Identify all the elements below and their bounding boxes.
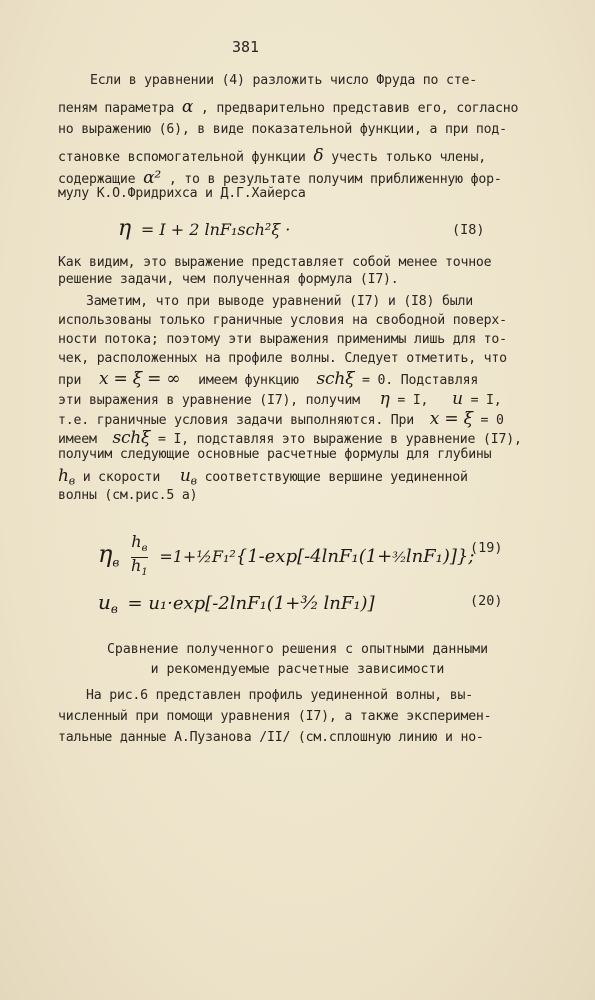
text-fragment: , предварительно представив его, согласно [200, 101, 519, 116]
text-fragment: содержащие [58, 172, 136, 187]
equation-number: (I8) [452, 222, 485, 238]
text-fragment: при [58, 373, 82, 388]
text-fragment: = I, подставляя это выражение в уравнение (I7), [157, 432, 522, 447]
handwritten-sch-xi: schξ [112, 428, 151, 448]
subscript-v: в [141, 543, 148, 555]
text-fragment: соответствующие вершине уединенной [204, 470, 468, 485]
equation-number: (19) [470, 540, 503, 556]
text-line: получим следующие основные расчетные формулы для глубины [58, 447, 492, 462]
subscript-v: в [190, 474, 197, 488]
equation-rhs: = u₁·exp[-2lnF₁(1+³⁄₂ lnF₁)] [127, 593, 375, 614]
u-symbol: u [98, 590, 111, 614]
text-line: мулу К.О.Фридрихса и Д.Г.Хайерса [58, 186, 306, 201]
text-fragment: учесть только члены, [331, 150, 487, 165]
text-line [58, 168, 502, 188]
text-line: использованы только граничные условия на свободной поверх- [58, 313, 507, 328]
handwritten-eta: η [379, 389, 390, 409]
equation-rhs: = I + 2 lnF₁sch²ξ · [140, 220, 291, 239]
text-fragment: , то в результате получим приближенную фор- [168, 172, 502, 187]
equation-rhs: ½F₁² [196, 547, 236, 567]
equation-19 [98, 534, 474, 581]
handwritten-x-equals-infinity: x = ξ = ∞ [98, 369, 181, 389]
page-number: 381 [232, 38, 260, 56]
text-line [58, 409, 504, 429]
handwritten-u: u [452, 389, 463, 409]
text-fragment: пеням параметра [58, 101, 175, 116]
text-fragment: имеем [58, 432, 97, 447]
text-line: Как видим, это выражение представляет собой менее точное [58, 255, 492, 270]
text-line: На рис.6 представлен профиль уединенной волны, вы- [86, 688, 473, 703]
text-line [58, 146, 486, 166]
handwritten-u-v: u [179, 466, 191, 486]
eta-symbol: η [118, 216, 132, 241]
section-heading: и рекомендуемые расчетные зависимости [150, 662, 445, 677]
equation-18 [118, 216, 290, 241]
text-fragment: = 0 [480, 413, 504, 428]
text-line: ности потока; поэтому эти выражения применимы лишь для то- [58, 332, 507, 347]
handwritten-h-v: h [58, 466, 69, 486]
handwritten-sch-xi: schξ [316, 369, 355, 389]
fraction: $h_в$ $h_1$ [131, 532, 148, 579]
equation-rhs: =1+ [159, 547, 197, 567]
equation-rhs: ³⁄₂ [392, 550, 406, 567]
text-line: Заметим, что при выводе уравнений (I7) и (I8) были [86, 294, 473, 309]
fraction-denominator: h [131, 556, 142, 576]
text-line [58, 466, 468, 488]
handwritten-delta: δ [313, 146, 324, 166]
text-line: тальные данные А.Пузанова /II/ (см.сплошную линию и но- [58, 730, 484, 745]
text-line: Если в уравнении (4) разложить число Фруда по сте- [90, 73, 477, 88]
handwritten-alpha-squared: α² [143, 168, 162, 188]
handwritten-x-equals-xi: x = ξ [429, 409, 473, 429]
text-fragment: эти выражения в уравнение (I7), получим [58, 393, 360, 408]
text-line: но выражению (6), в виде показательной функции, а при под- [58, 122, 507, 137]
subscript-v: в [112, 555, 120, 570]
text-fragment: = I, [397, 393, 429, 408]
equation-rhs: {1-exp[-4lnF₁(1+ [235, 546, 393, 568]
text-line: численный при помощи уравнения (I7), а также эксперимен- [58, 709, 492, 724]
handwritten-alpha: α [181, 97, 194, 117]
text-line [58, 389, 502, 409]
text-fragment: = 0. Подставляя [362, 373, 479, 388]
text-line [58, 369, 478, 389]
equation-20 [98, 590, 375, 616]
text-fragment: т.е. граничные условия задачи выполняются. При [58, 413, 415, 428]
eta-symbol: η [98, 540, 113, 569]
subscript-v: в [68, 474, 75, 488]
equation-number: (20) [470, 593, 503, 609]
section-heading: Сравнение полученного решения с опытными данными [106, 642, 489, 657]
text-line: чек, расположенных на профиле волны. Следует отметить, что [58, 351, 507, 366]
text-line [58, 428, 522, 448]
equation-rhs: lnF₁)]}; [405, 546, 475, 568]
text-line [58, 97, 518, 117]
text-fragment: имеем функцию [198, 373, 299, 388]
text-fragment: = I, [470, 393, 502, 408]
text-line: решение задачи, чем полученная формула (I7). [58, 272, 399, 287]
text-line: волны (см.рис.5 а) [58, 488, 198, 503]
text-fragment: становке вспомогательной функции [58, 150, 306, 165]
subscript-v: в [110, 602, 118, 617]
text-fragment: и скорости [82, 470, 161, 485]
fraction-numerator: h [131, 532, 142, 551]
